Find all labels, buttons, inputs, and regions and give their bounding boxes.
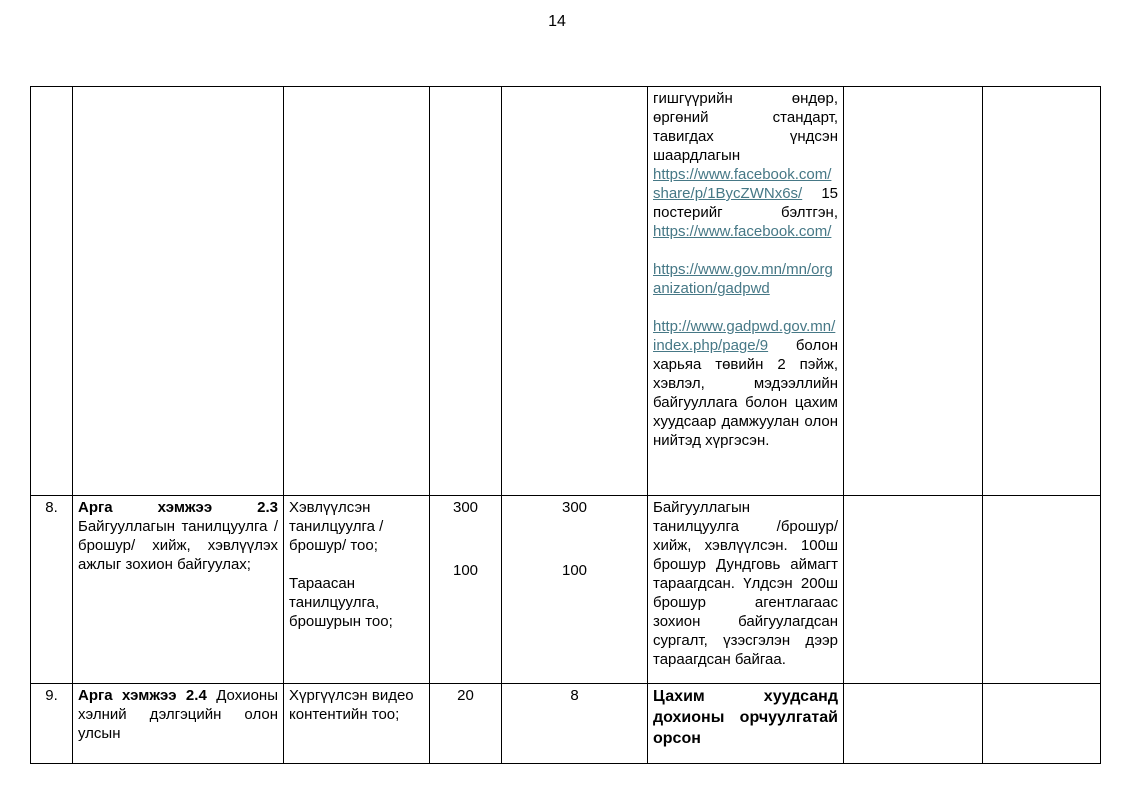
indicator-item: Тараасан танилцуулга, брошурын тоо; (289, 575, 393, 630)
table-row-8 (31, 496, 1101, 684)
row7-empty-cell-2 (983, 87, 1101, 496)
target-value: 300 (452, 499, 479, 516)
target-value: 20 (457, 687, 474, 704)
indicator-item: Хүргүүлсэн видео контентийн тоо; (289, 687, 414, 723)
row8-number-cell (31, 496, 73, 684)
row8-indicator-cell (284, 496, 430, 684)
row8-empty-cell-1 (844, 496, 983, 684)
row9-target-cell (430, 684, 502, 764)
result-text-segment: болон харьяа төвийн 2 пэйж, хэвлэл, мэдээллийн байгууллага болон цахим хуудсаар дамжуулан олон нийтэд хүргэсэн. (653, 337, 838, 449)
row7-empty-cell-1 (844, 87, 983, 496)
row9-activity-cell (73, 684, 284, 764)
facebook-post-link[interactable]: https://www.facebook.com/share/p/1BycZWNx6s/ (653, 166, 832, 202)
actual-value: 300 (561, 499, 588, 516)
row7-activity-cell (73, 87, 284, 496)
row7-actual-cell (502, 87, 648, 496)
row9-result-cell (648, 684, 844, 764)
activity-description: Дохионы хэлний дэлгэцийн олон улсын (78, 687, 278, 742)
row7-number-cell (31, 87, 73, 496)
row9-empty-cell-2 (983, 684, 1101, 764)
gov-mn-link[interactable]: https://www.gov.mn/mn/organization/gadpwd (653, 261, 833, 297)
row-number: 8. (45, 499, 58, 516)
actual-value: 8 (570, 687, 579, 704)
row9-actual-cell (502, 684, 648, 764)
row-number: 9. (45, 687, 58, 704)
gadpwd-site-link[interactable]: http://www.gadpwd.gov.mn/index.php/page/9 (653, 318, 836, 354)
actual-value: 100 (561, 562, 588, 579)
activity-description: Байгууллагын танилцуулга /брошур/ хийж, хэвлүүлэх ажлыг зохион байгуулах; (78, 518, 278, 573)
row8-target-cell (430, 496, 502, 684)
row9-indicator-cell (284, 684, 430, 764)
row9-result-text: Цахим хуудсанд дохионы орчуулгатай орсон (653, 688, 838, 747)
row7-result-cell (648, 87, 844, 496)
row9-activity-text (78, 686, 278, 743)
result-text-segment: гишгүүрийн өндөр, өргөний стандарт, тавигдах үндсэн шаардлагын (653, 90, 838, 164)
row8-result-cell (648, 496, 844, 684)
activity-title: Арга хэмжээ 2.3 (78, 499, 278, 516)
row9-number-cell (31, 684, 73, 764)
indicator-item: Хэвлүүлсэн танилцуулга /брошур/ тоо; (289, 499, 384, 554)
target-value: 100 (452, 562, 479, 579)
row8-empty-cell-2 (983, 496, 1101, 684)
row8-result-text: Байгууллагын танилцуулга /брошур/ хийж, хэвлүүлсэн. 100ш брошур Дундговь аймагт тараагдсан. Үлдсэн 200ш брошур агентлагаас зохион байгуулагдсан сургалт, үзэсгэлэн дээр тараагдсан байгаа. (653, 499, 838, 668)
activity-title: Арга хэмжээ 2.4 (78, 687, 207, 704)
row7-target-cell (430, 87, 502, 496)
row8-activity-text (78, 498, 278, 574)
table-row-continuation (31, 87, 1101, 496)
table-row-9 (31, 684, 1101, 764)
row8-activity-cell (73, 496, 284, 684)
facebook-page-link[interactable]: https://www.facebook.com/ (653, 223, 832, 240)
row7-indicator-cell (284, 87, 430, 496)
report-table (30, 86, 1101, 764)
row8-actual-cell (502, 496, 648, 684)
result-text-segment: 15 постерийг бэлтгэн, (653, 185, 838, 221)
row9-empty-cell-1 (844, 684, 983, 764)
row7-result-text (653, 89, 838, 450)
page-number: 14 (548, 13, 566, 30)
